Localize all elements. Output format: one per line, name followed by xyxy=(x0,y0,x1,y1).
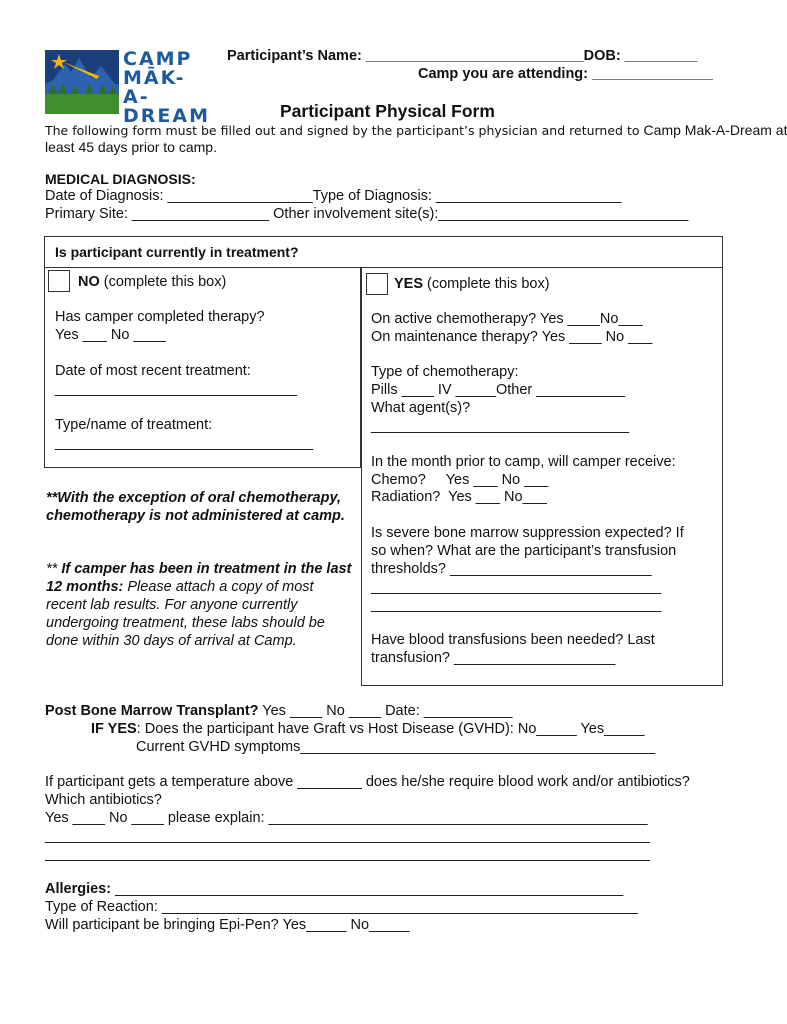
gvhd-field[interactable] xyxy=(91,721,644,737)
month-prior-label: In the month prior to camp, will camper receive: xyxy=(371,454,676,470)
explain-line-3[interactable]: ___________________________________________________________________________ xyxy=(45,846,650,862)
page-title: Participant Physical Form xyxy=(280,101,495,121)
logo-line-3: DREAM xyxy=(123,105,210,127)
radiation-prior-field[interactable]: Radiation? Yes ___ No___ xyxy=(371,489,547,505)
transfusion-thresholds-line-3[interactable]: ____________________________________ xyxy=(371,597,662,613)
treatment-question: Is participant currently in treatment? xyxy=(55,244,299,260)
explain-field[interactable]: Yes ____ No ____ please explain: _______________________________________________ xyxy=(45,810,648,826)
participant-name-dob-field[interactable]: Participant’s Name: ___________________________DOB: _________ xyxy=(227,48,698,64)
no-checkbox[interactable] xyxy=(48,270,70,292)
completed-therapy-question: Has camper completed therapy? xyxy=(55,309,265,325)
diagnosis-date-type-field[interactable]: Date of Diagnosis: __________________Type of Diagnosis: _______________________ xyxy=(45,188,622,204)
logo-wordmark xyxy=(123,50,210,126)
intro-text-b: Camp Mak-A-Dream at xyxy=(643,122,787,138)
agents-label: What agent(s)? xyxy=(371,400,471,416)
logo-line-1: CAMP xyxy=(123,48,193,70)
treatment-name-field[interactable]: ________________________________ xyxy=(55,435,314,451)
if-yes-label: IF YES xyxy=(91,721,137,737)
marrow-question-1: Is severe bone marrow suppression expected? If xyxy=(371,525,684,541)
treatment-name-label: Type/name of treatment: xyxy=(55,417,213,433)
explain-line-2[interactable]: ___________________________________________________________________________ xyxy=(45,828,650,844)
bmt-label: Post Bone Marrow Transplant? xyxy=(45,703,259,719)
marrow-question-2: so when? What are the participant’s transfusion xyxy=(371,543,677,559)
maintenance-therapy-field[interactable]: On maintenance therapy? Yes ____ No ___ xyxy=(371,329,653,345)
logo-graphic xyxy=(45,50,121,114)
yes-label-bold: YES xyxy=(394,276,424,292)
allergies-line: _______________________________________________________________ xyxy=(111,881,624,897)
lab-note-prefix: ** xyxy=(46,561,62,577)
chemo-route-field[interactable]: Pills ____ IV _____Other ___________ xyxy=(371,382,625,398)
gvhd-question: : Does the participant have Graft vs Host Disease (GVHD): No_____ Yes_____ xyxy=(136,721,645,737)
logo-line-2: MĀK-A- xyxy=(123,67,186,108)
transfusion-question: Have blood transfusions been needed? Last xyxy=(371,632,655,648)
no-label-rest: (complete this box) xyxy=(99,274,227,290)
reaction-type-field[interactable]: Type of Reaction: ___________________________________________________________ xyxy=(45,899,638,915)
agents-field[interactable]: ________________________________ xyxy=(371,418,630,434)
lab-note-bold: If camper has been in treatment in the last 12 months: xyxy=(46,561,352,595)
chemo-type-label: Type of chemotherapy: xyxy=(371,364,519,380)
no-label-bold: NO xyxy=(78,274,100,290)
chemo-prior-field[interactable]: Chemo? Yes ___ No ___ xyxy=(371,472,549,488)
lab-note-rest: Please attach a copy of most recent lab results. For anyone currently undergoing treatment, these labs should be done within 30 days of arrival at Camp. xyxy=(46,579,325,649)
temperature-question[interactable]: If participant gets a temperature above ________ does he/she require blood work and/or antibiotics? xyxy=(45,774,690,790)
intro-text-a: The following form must be filled out and signed by the participant’s physician and returned to xyxy=(45,123,640,138)
no-box-label xyxy=(78,274,226,290)
oral-chemo-note: **With the exception of oral chemotherapy, chemotherapy is not administered at camp. xyxy=(46,490,345,524)
transfusion-thresholds-field[interactable]: thresholds? _________________________ xyxy=(371,561,652,577)
primary-site-field[interactable]: Primary Site: _________________ Other involvement site(s):_______________________________ xyxy=(45,206,689,222)
intro-line-2: least 45 days prior to camp. xyxy=(45,139,217,155)
bmt-answers: Yes ____ No ____ Date: ___________ xyxy=(258,703,513,719)
yes-checkbox[interactable] xyxy=(366,273,388,295)
medical-diagnosis-heading: MEDICAL DIAGNOSIS: xyxy=(45,171,196,187)
yes-label-rest: (complete this box) xyxy=(423,276,550,292)
camp-logo xyxy=(45,48,210,127)
active-chemo-field[interactable]: On active chemotherapy? Yes ____No___ xyxy=(371,311,643,327)
allergies-label: Allergies: xyxy=(45,881,112,897)
recent-treatment-date-field[interactable]: ______________________________ xyxy=(55,381,297,397)
recent-treatment-date-label: Date of most recent treatment: xyxy=(55,363,251,379)
last-transfusion-field[interactable]: transfusion? ____________________ xyxy=(371,650,616,666)
intro-line-1 xyxy=(45,122,787,139)
lab-results-note xyxy=(46,560,356,650)
antibiotics-label: Which antibiotics? xyxy=(45,792,162,808)
allergies-field[interactable] xyxy=(45,881,623,897)
epipen-field[interactable]: Will participant be bringing Epi-Pen? Yes_____ No_____ xyxy=(45,917,410,933)
camp-attending-field[interactable]: Camp you are attending: _______________ xyxy=(418,66,713,82)
completed-therapy-answer[interactable]: Yes ___ No ____ xyxy=(55,327,166,343)
gvhd-symptoms-field[interactable]: Current GVHD symptoms____________________________________________ xyxy=(136,739,656,755)
transfusion-thresholds-line-2[interactable]: ____________________________________ xyxy=(371,579,662,595)
bmt-field[interactable] xyxy=(45,703,512,719)
yes-box-label xyxy=(394,276,550,292)
